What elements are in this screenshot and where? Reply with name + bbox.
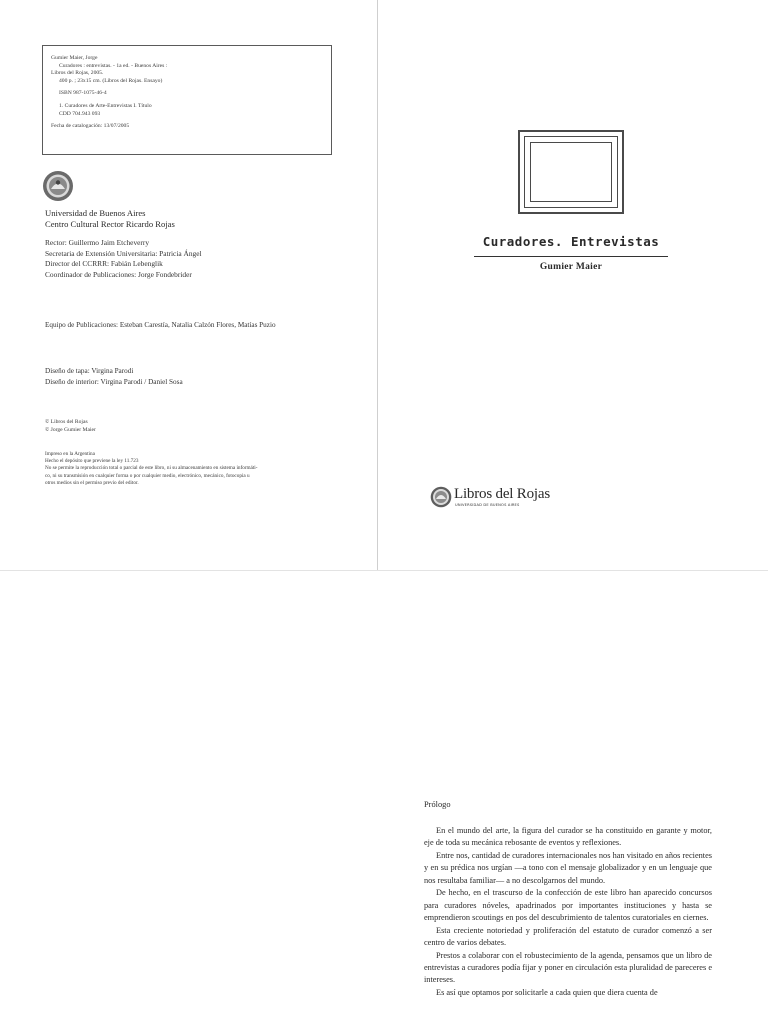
- title-page: [378, 0, 768, 570]
- copyright-line: © Libros del Rojas: [45, 419, 88, 425]
- university-seal-icon: [42, 170, 74, 202]
- prologue-title: Prólogo: [424, 800, 451, 809]
- title-frame-ornament: [518, 130, 624, 214]
- catalog-line: 400 p. ; 23x15 cm. (Libros del Rojas. Ensayo): [59, 77, 163, 84]
- catalog-record: [42, 45, 332, 155]
- catalog-date: Fecha de catalogación: 13/07/2005: [51, 123, 130, 130]
- prologue-paragraph: Es así que optamos por solicitarle a cada quien que diera cuenta de: [436, 987, 658, 997]
- credits-page: [0, 0, 378, 570]
- publications-team: Equipo de Publicaciones: Esteban Carestía, Natalia Calzón Flores, Matías Puzio: [45, 321, 276, 329]
- prologue-paragraph: En el mundo del arte, la figura del curador se ha constituido en garante y motor, eje de toda su mecánica rebosante de eventos y reflexiones.: [424, 826, 712, 848]
- catalog-line: Gumier Maier, Jorge: [51, 55, 98, 61]
- publisher-subtitle: UNIVERSIDAD DE BUENOS AIRES: [455, 503, 520, 507]
- staff-line: Rector: Guillermo Jaim Etcheverry: [45, 238, 150, 247]
- staff-line: Secretaria de Extensión Universitaria: Patricia Ángel: [45, 248, 202, 258]
- catalog-line: Curadores : entrevistas. - 1a ed. - Buenos Aires :: [59, 62, 168, 69]
- book-author: Gumier Maier: [539, 262, 603, 272]
- legal-line: otros medios sin el permiso previo del editor.: [45, 479, 139, 486]
- legal-line: No se permite la reproducción total o parcial de este libro, ni su almacenamiento en sistema informáti-: [45, 465, 258, 472]
- book-title: Curadores. Entrevistas: [482, 234, 660, 249]
- prologue-paragraph: Entre nos, cantidad de curadores internacionales nos han visitado en años recientes y en su prédica nos urgían —a tono con el mensaje globalizador y en un lenguaje que nos resultaba familiar— a no descolgarnos del mundo.: [424, 850, 712, 885]
- staff-line: Director del CCRRR: Fabián Lebenglik: [45, 259, 163, 268]
- interior-design: Diseño de interior: Virgina Parodi / Daniel Sosa: [45, 377, 183, 386]
- staff-line: Coordinador de Publicaciones: Jorge Fondebrider: [45, 269, 192, 279]
- university-name: Universidad de Buenos Aires: [45, 208, 146, 218]
- prologue-paragraph: Prestos a colaborar con el robustecimiento de la agenda, pensamos que un libro de entrevistas a curadores podía fijar y poner en circulación esta pluralidad de pareceres e intereses.: [424, 950, 712, 985]
- catalog-cdd: CDD 704.943 093: [59, 110, 101, 117]
- catalog-line: 1. Curadores de Arte-Entrevistas I. Título: [59, 102, 152, 109]
- catalog-line: Libros del Rojas, 2005.: [51, 70, 104, 77]
- legal-line: Impreso en la Argentina: [45, 451, 95, 457]
- university-seal-icon: [430, 486, 452, 508]
- cultural-center-name: Centro Cultural Rector Ricardo Rojas: [45, 219, 175, 229]
- legal-notice: [45, 451, 345, 487]
- legal-line: co, ni su transmisión en cualquier forma o por cualquier medio, electrónico, mecánico, fotocopia u: [45, 472, 250, 479]
- design-credits: [45, 366, 183, 387]
- catalog-isbn: ISBN 987-1075-46-4: [59, 90, 107, 97]
- publisher-name: Libros del Rojas: [454, 486, 550, 502]
- copyright-line: © Jorge Gumier Maier: [45, 427, 96, 433]
- publisher-logo: [430, 486, 550, 512]
- legal-line: Hecho el depósito que previene la ley 11.723: [45, 458, 139, 465]
- cover-design: Diseño de tapa: Virgina Parodi: [45, 367, 134, 375]
- university-heading: [45, 208, 175, 230]
- title-rule: [474, 256, 668, 257]
- prologue-paragraph: De hecho, en el trascurso de la confección de este libro han aparecido concursos para curadores nóveles, apadrinados por importantes instituciones y hasta se emprendieron scoutings en pos del descubrimiento de talentos curatoriales en ciernes.: [424, 888, 712, 923]
- copyright: [45, 418, 96, 434]
- staff-list: [45, 238, 202, 280]
- prologue-text: [424, 825, 712, 999]
- prologue-paragraph: Esta creciente notoriedad y proliferación del estatuto de curador comenzó a ser centro de varios debates.: [424, 925, 712, 948]
